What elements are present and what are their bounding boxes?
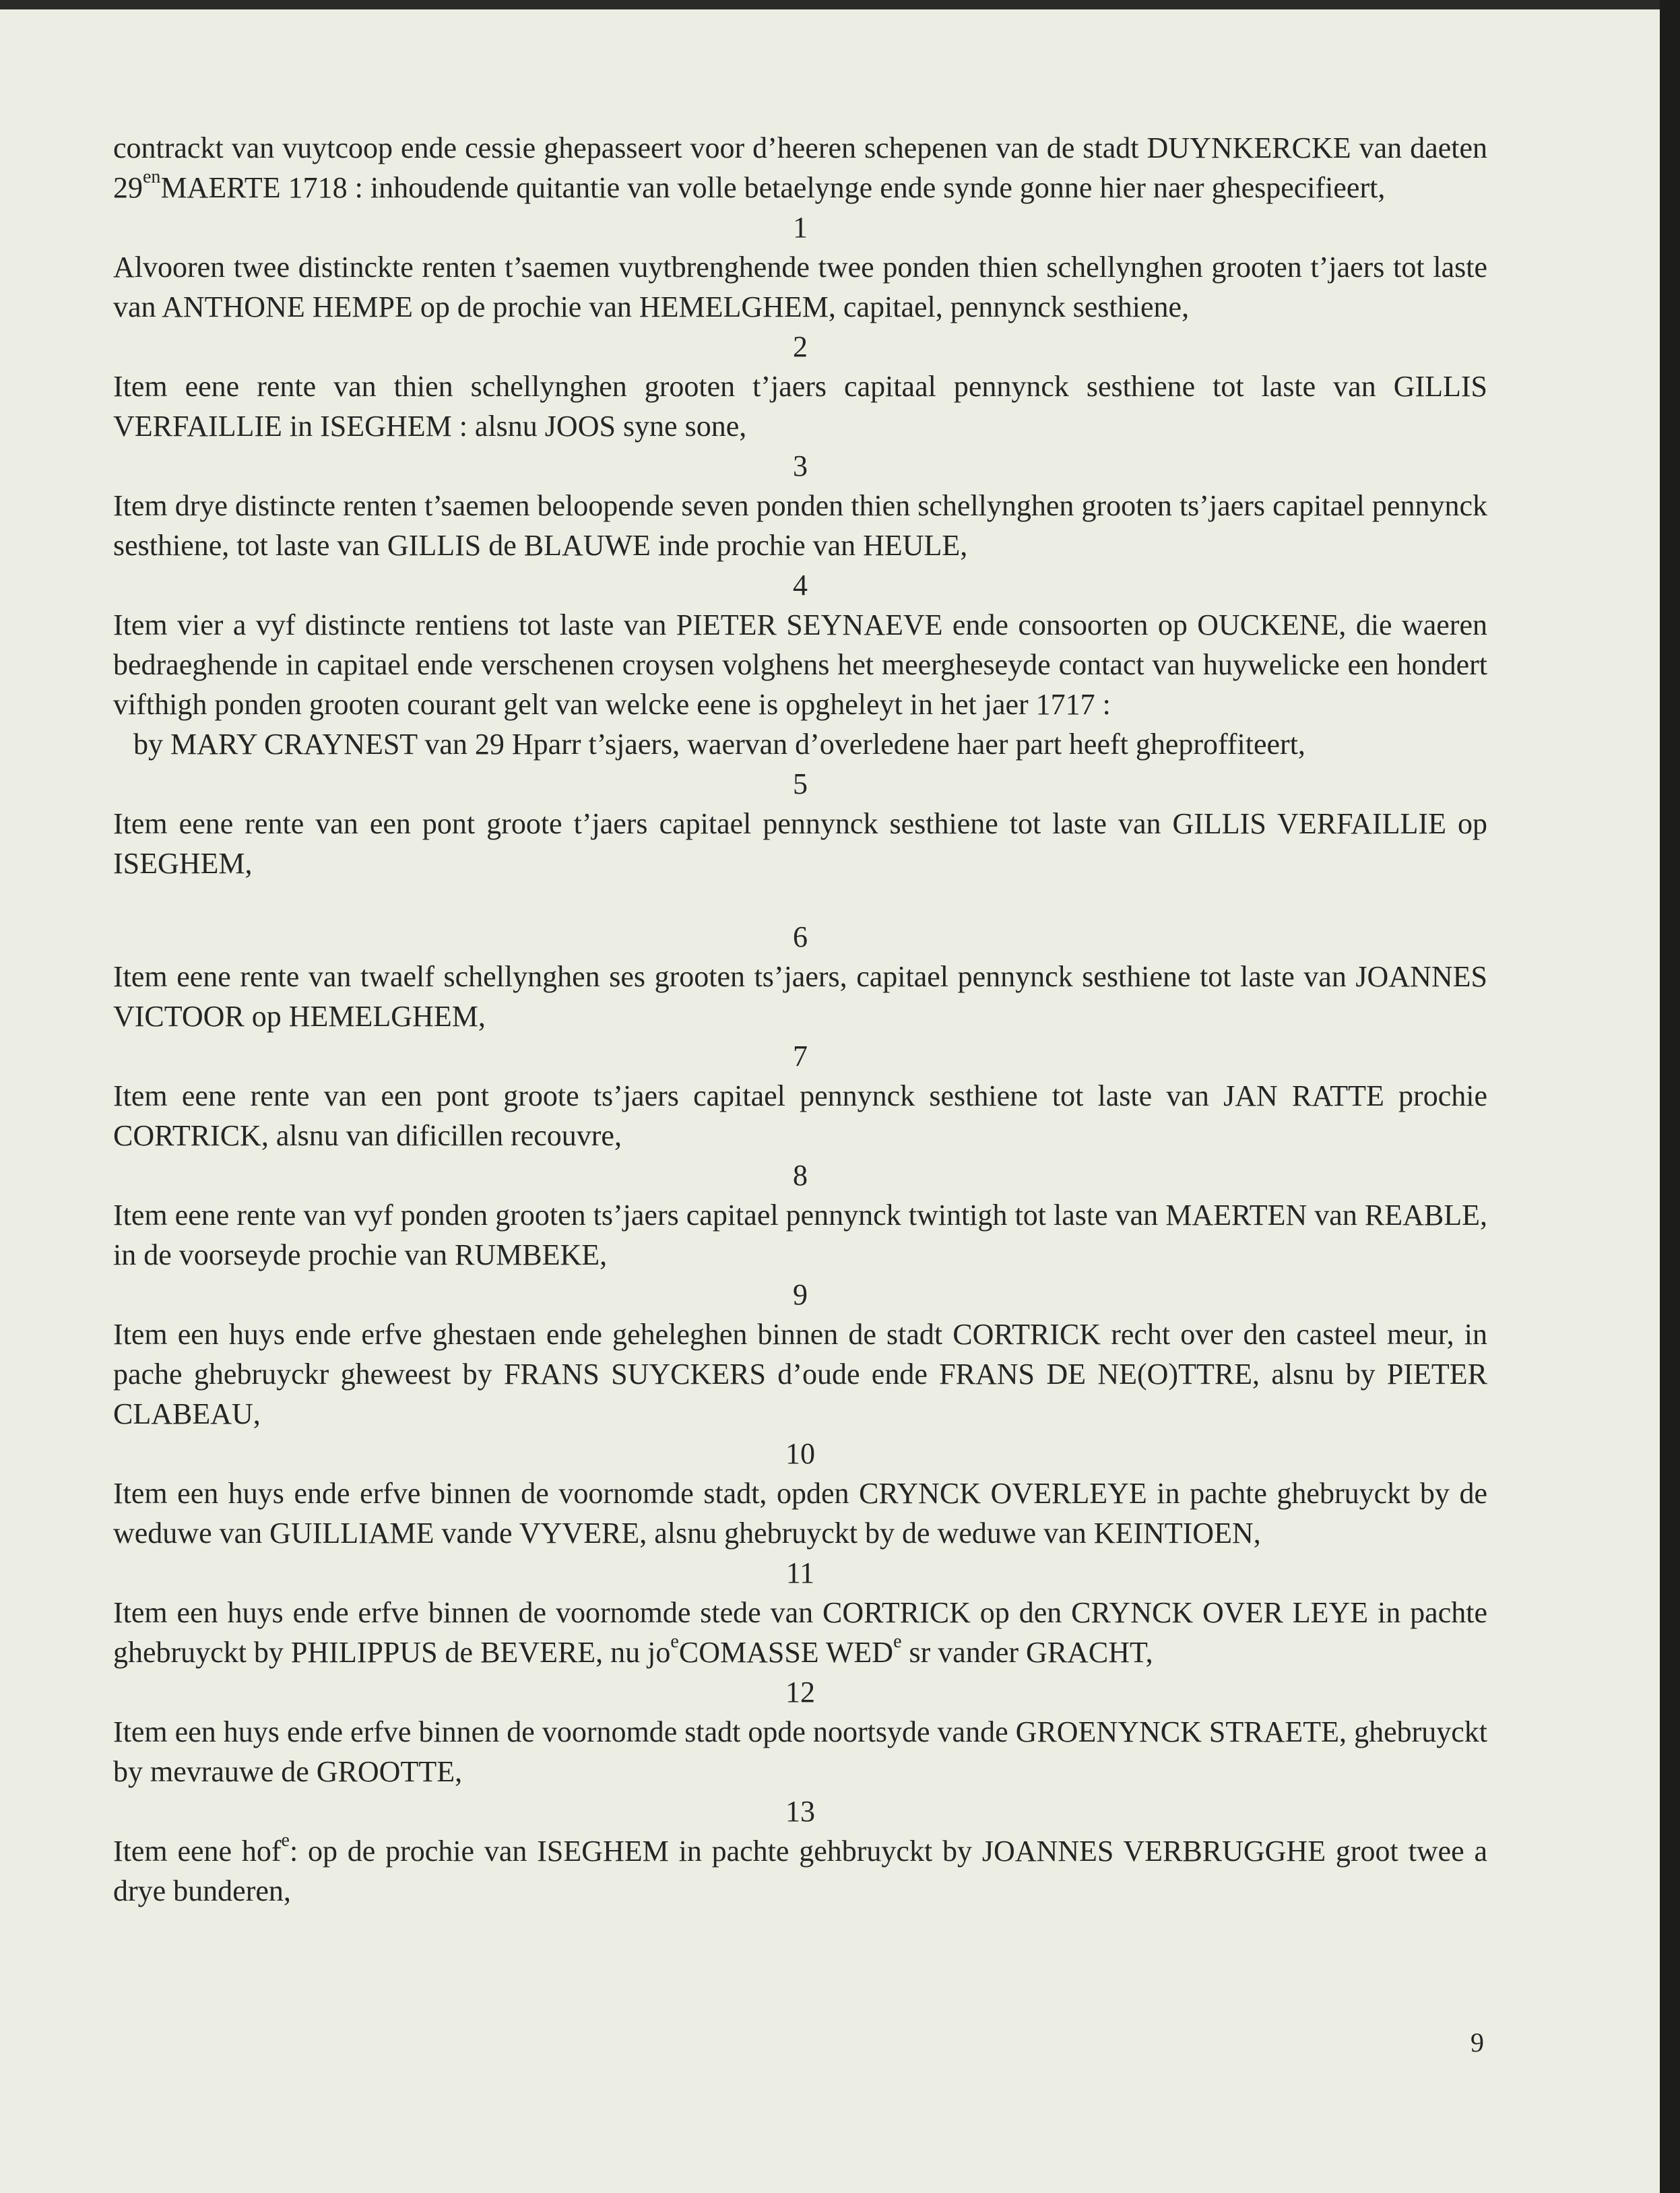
item-number: 11 [785, 1556, 815, 1589]
item-text: Item drye distincte renten t’saemen beloopende seven ponden thien schellynghen grooten ts’jaers capitael pennynck sesthiene, tot laste van GILLIS de BLAUWE inde prochie van HEULE, [113, 489, 1487, 562]
item-text-a: Item een huys ende erfve binnen de voornomde stede van CORTRICK op den CRYNCK OVER LEYE in pachte ghebruyckt by PHILIPPUS de BEVERE, nu jo [113, 1596, 1487, 1669]
item-text: Item eene rente van twaelf schellynghen ses grooten ts’jaers, capitael pennynck sesthiene tot laste van JOANNES VICTOOR op HEMELGHEM, [113, 960, 1487, 1033]
item-number: 2 [793, 330, 808, 363]
item-number: 3 [793, 449, 808, 482]
superscript: e [670, 1631, 679, 1653]
page-right-edge [1660, 0, 1680, 2193]
item-text-a: Item eene hof [113, 1835, 282, 1868]
item-number: 6 [793, 920, 808, 953]
item-number: 8 [793, 1159, 808, 1192]
page-top-edge [0, 0, 1680, 9]
item-text-b: COMASSE WED [678, 1636, 894, 1669]
item-text: Item eene rente van een pont groote ts’jaers capitael pennynck sesthiene tot laste van JAN RATTE prochie CORTRICK, alsnu van dificillen recouvre, [113, 1079, 1487, 1152]
intro-superscript: en [143, 166, 161, 188]
item-text [113, 1593, 1487, 1672]
item-text: Item een huys ende erfve ghestaen ende geheleghen binnen de stadt CORTRICK recht over den casteel meur, in pache ghebruyckr gheweest by FRANS SUYCKERS d’oude ende FRANS DE NE(O)TTRE, alsnu by PIETER CLABEAU, [113, 1318, 1487, 1430]
item-text: Item een huys ende erfve binnen de voornomde stadt, opden CRYNCK OVERLEYE in pachte ghebruyckt by de weduwe van GUILLIAME vande VYVERE, alsnu ghebruyckt by de weduwe van KEINTIOEN, [113, 1477, 1487, 1550]
page-number: 9 [1471, 2027, 1484, 2058]
item-text: Item eene rente van vyf ponden grooten ts’jaers capitael pennynck twintigh tot laste van MAERTEN van REABLE, in de voorseyde prochie van RUMBEKE, [113, 1199, 1487, 1271]
item-text-c: sr vander GRACHT, [901, 1636, 1153, 1669]
item-text-b: : op de prochie van ISEGHEM in pachte gehbruyckt by JOANNES VERBRUGGHE groot twee a drye bunderen, [113, 1835, 1487, 1907]
item-text [113, 1831, 1487, 1911]
item-text: Item eene rente van een pont groote t’jaers capitael pennynck sesthiene tot laste van GILLIS VERFAILLIE op ISEGHEM, [113, 807, 1487, 880]
item-text: Alvooren twee distinckte renten t’saemen vuytbrenghende twee ponden thien schellynghen grooten t’jaers tot laste van ANTHONE HEMPE op de prochie van HEMELGHEM, capitael, pennynck sesthiene, [113, 251, 1487, 323]
item-number: 1 [793, 211, 808, 244]
item-number: 10 [785, 1437, 815, 1470]
superscript: e [281, 1830, 290, 1851]
item-text: Item eene rente van thien schellynghen grooten t’jaers capitaal pennynck sesthiene tot laste van GILLIS VERFAILLIE in ISEGHEM : alsnu JOOS syne sone, [113, 370, 1487, 443]
intro-text-a: contrackt van vuytcoop ende cessie ghepasseert voor d’heeren schepenen van de stadt DUYNKERCKE van daeten 29 [113, 131, 1487, 204]
intro-paragraph [113, 128, 1487, 208]
item-number: 7 [793, 1040, 808, 1073]
item-number: 13 [785, 1795, 815, 1828]
item-text-continuation: by MARY CRAYNEST van 29 Hparr t’sjaers, waervan d’overledene haer part heeft gheproffiteert, [133, 728, 1305, 761]
item-text: Item vier a vyf distincte rentiens tot laste van PIETER SEYNAEVE ende consoorten op OUCKENE, die waeren bedraeghende in capitael ende verschenen croysen volghens het meergheseyde contact van huywelicke een hondert vifthigh ponden grooten courant gelt van welcke eene is opgheleyt in het jaer 1717 : [113, 608, 1487, 721]
item-text: Item een huys ende erfve binnen de voornomde stadt opde noortsyde vande GROENYNCK STRAETE, ghebruyckt by mevrauwe de GROOTTE, [113, 1715, 1487, 1788]
item-number: 12 [785, 1676, 815, 1709]
intro-text-b: MAERTE 1718 : inhoudende quitantie van volle betaelynge ende synde gonne hier naer ghespecifieert, [160, 171, 1386, 204]
item-number: 9 [793, 1278, 808, 1311]
spacer [113, 883, 1487, 917]
superscript: e [893, 1631, 902, 1653]
item-number: 4 [793, 569, 808, 602]
document-body [113, 128, 1487, 1911]
item-number: 5 [793, 767, 808, 800]
